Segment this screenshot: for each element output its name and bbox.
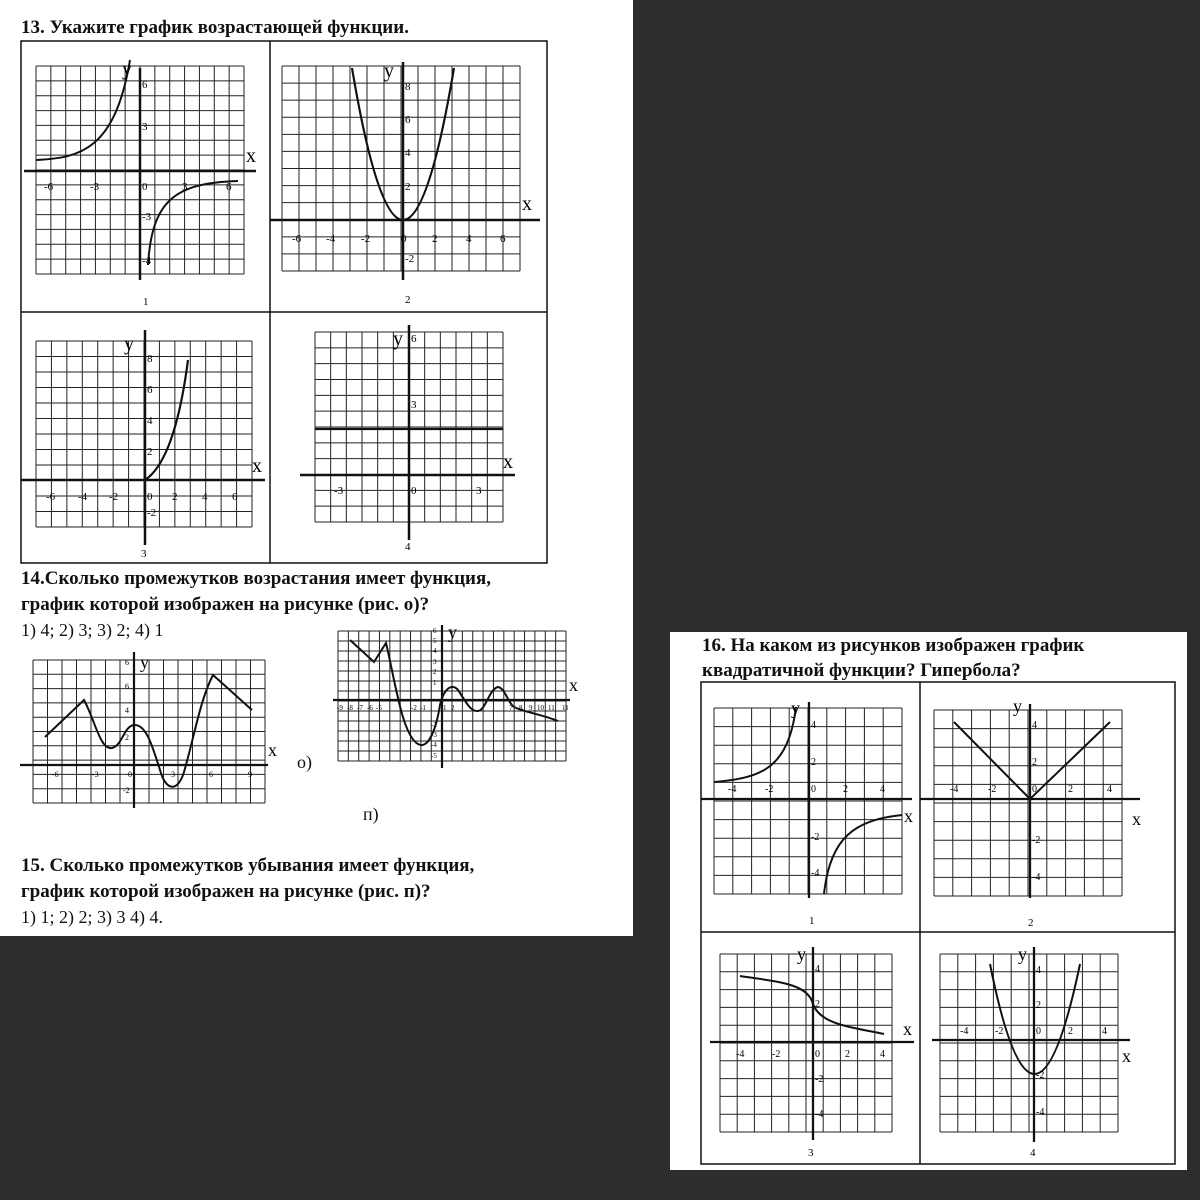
q16-title-line1: 16. На каком из рисунков изображен график bbox=[702, 635, 1085, 656]
tick: 4 bbox=[1107, 784, 1112, 795]
q13-g2-x-label: x bbox=[522, 193, 532, 215]
q16-g3-number: 3 bbox=[808, 1147, 814, 1159]
tick: 0 bbox=[147, 491, 153, 503]
fig-o-label: о) bbox=[297, 752, 312, 772]
tick: 3 bbox=[142, 121, 148, 133]
q16-g4-y-label: y bbox=[1018, 944, 1027, 964]
tick: 8 bbox=[405, 81, 411, 93]
tick: 4 bbox=[811, 720, 816, 731]
tick: -2 bbox=[109, 491, 119, 503]
fig-p-grid bbox=[338, 631, 566, 761]
tick: -3 bbox=[334, 485, 344, 497]
tick: 4 bbox=[147, 415, 153, 427]
fig-o bbox=[20, 652, 277, 808]
tick: -4 bbox=[142, 255, 152, 267]
q13-figures bbox=[0, 0, 633, 936]
q14-title-line2: график которой изображен на рисунке (рис. о)? bbox=[21, 594, 430, 615]
tick: -4 bbox=[950, 784, 959, 795]
q13-g3-x-label: x bbox=[252, 455, 262, 477]
q16-g4-grid bbox=[940, 954, 1118, 1132]
q16-g1-x-label: x bbox=[904, 806, 913, 826]
q16-g1-curve-right bbox=[824, 815, 902, 894]
tick: -3 bbox=[90, 181, 100, 193]
tick: -4 bbox=[1036, 1107, 1045, 1118]
tick: -2 bbox=[411, 704, 417, 712]
tick: -4 bbox=[960, 1026, 969, 1037]
q13-g1-curve-right bbox=[148, 181, 238, 265]
tick: 6 bbox=[411, 333, 417, 345]
q13-g2-ticks bbox=[292, 81, 506, 265]
tick: -2 bbox=[147, 507, 157, 519]
tick: 0 bbox=[401, 233, 407, 245]
q16-title-line2: квадратичной функции? Гипербола? bbox=[702, 660, 1021, 681]
q16-graph-1 bbox=[701, 698, 913, 927]
q13-g1-x-label: x bbox=[246, 145, 256, 167]
tick: -4 bbox=[728, 784, 737, 795]
tick: 4 bbox=[405, 147, 411, 159]
tick: -4 bbox=[815, 1109, 824, 1120]
q15-title-line1: 15. Сколько промежутков убывания имеет функция, bbox=[21, 855, 475, 876]
fig-o-y-label: y bbox=[140, 652, 149, 672]
q13-graph-4 bbox=[300, 325, 515, 553]
tick: -6 bbox=[44, 181, 54, 193]
q13-g1-number: 1 bbox=[143, 296, 149, 308]
q16-g3-x-label: x bbox=[903, 1019, 912, 1039]
tick: -4 bbox=[811, 868, 820, 879]
tick: -2 bbox=[431, 721, 437, 729]
q13-g3-ticks bbox=[46, 353, 238, 519]
tick: -2 bbox=[815, 1074, 824, 1085]
q16-g3-y-label: y bbox=[797, 944, 806, 964]
tick: 2 bbox=[451, 704, 455, 712]
tick: 2 bbox=[125, 733, 129, 742]
tick: -4 bbox=[1032, 872, 1041, 883]
fig-p-x-label: x bbox=[569, 675, 578, 695]
tick: 2 bbox=[147, 446, 153, 458]
tick: 1 bbox=[443, 704, 447, 712]
tick: 2 bbox=[843, 784, 848, 795]
tick: 4 bbox=[880, 1049, 885, 1060]
tick: 0 bbox=[1032, 784, 1037, 795]
tick: 6 bbox=[125, 682, 129, 691]
tick: 2 bbox=[845, 1049, 850, 1060]
q13-g1-y-label: y bbox=[122, 58, 132, 80]
tick: 6 bbox=[125, 658, 129, 667]
tick: 3 bbox=[433, 658, 437, 666]
tick: 9 bbox=[529, 704, 533, 712]
tick: -2 bbox=[765, 784, 774, 795]
tick: 9 bbox=[248, 770, 252, 779]
tick: -4 bbox=[326, 233, 336, 245]
tick: 11 bbox=[548, 704, 555, 712]
q16-g1-number: 1 bbox=[809, 915, 815, 927]
q13-graph-1 bbox=[24, 58, 256, 308]
tick: 0 bbox=[1036, 1026, 1041, 1037]
tick: 8 bbox=[519, 704, 523, 712]
tick: -2 bbox=[1032, 835, 1041, 846]
tick: 2 bbox=[815, 999, 820, 1010]
tick: 4 bbox=[815, 964, 820, 975]
tick: 6 bbox=[147, 384, 153, 396]
tick: 0 bbox=[411, 485, 417, 497]
q16-g4-x-label: x bbox=[1122, 1046, 1131, 1066]
tick: 6 bbox=[142, 79, 148, 91]
tick: -5 bbox=[376, 704, 382, 712]
fig-p-label: п) bbox=[363, 804, 379, 824]
tick: 2 bbox=[432, 233, 438, 245]
q16-g2-number: 2 bbox=[1028, 917, 1034, 929]
tick: -2 bbox=[405, 253, 415, 265]
fig-o-x-label: x bbox=[268, 740, 277, 760]
tick: 4 bbox=[1032, 720, 1037, 731]
q13-g4-x-label: x bbox=[503, 451, 513, 473]
tick: 1 bbox=[433, 679, 437, 687]
q16-g1-y-label: y bbox=[791, 698, 800, 718]
q16-g4-number: 4 bbox=[1030, 1147, 1036, 1159]
tick: 0 bbox=[811, 784, 816, 795]
tick: 6 bbox=[433, 627, 437, 635]
tick: -3 bbox=[92, 770, 99, 779]
tick: -8 bbox=[347, 704, 353, 712]
tick: 6 bbox=[209, 770, 213, 779]
tick: 5 bbox=[433, 637, 437, 645]
tick: 2 bbox=[405, 181, 411, 193]
tick: -6 bbox=[52, 770, 59, 779]
worksheet-page-left bbox=[0, 0, 633, 936]
q13-g3-y-label: y bbox=[124, 333, 134, 355]
q13-g4-y-label: y bbox=[393, 328, 403, 350]
tick: 3 bbox=[182, 181, 188, 193]
fig-p bbox=[333, 622, 578, 768]
tick: -2 bbox=[361, 233, 371, 245]
tick: 3 bbox=[171, 770, 175, 779]
tick: 2 bbox=[433, 668, 437, 676]
q13-g1-ticks bbox=[44, 79, 232, 267]
tick: -4 bbox=[431, 741, 437, 749]
tick: -2 bbox=[995, 1026, 1004, 1037]
tick: -6 bbox=[292, 233, 302, 245]
tick: 4 bbox=[1036, 965, 1041, 976]
q13-title: 13. Укажите график возрастающей функции. bbox=[21, 17, 409, 38]
tick: -3 bbox=[431, 731, 437, 739]
tick: 4 bbox=[202, 491, 208, 503]
tick: -1 bbox=[420, 704, 426, 712]
q13-g2-y-label: y bbox=[384, 60, 394, 82]
tick: 6 bbox=[500, 233, 506, 245]
tick: 4 bbox=[1102, 1026, 1107, 1037]
q13-g1-curve-left bbox=[36, 60, 130, 160]
tick: 7 bbox=[509, 704, 513, 712]
q15-answers: 1) 1; 2) 2; 3) 3 4) 4. bbox=[21, 907, 163, 927]
tick: -3 bbox=[142, 211, 152, 223]
q16-g1-curve-left bbox=[714, 707, 796, 782]
q13-g2-number: 2 bbox=[405, 294, 411, 306]
tick: 6 bbox=[232, 491, 238, 503]
tick: -4 bbox=[78, 491, 88, 503]
q13-g3-number: 3 bbox=[141, 548, 147, 560]
tick: 2 bbox=[1032, 757, 1037, 768]
q16-figures bbox=[670, 632, 1187, 1170]
tick: -9 bbox=[337, 704, 343, 712]
tick: 2 bbox=[811, 757, 816, 768]
tick: 6 bbox=[226, 181, 232, 193]
tick: 2 bbox=[1068, 1026, 1073, 1037]
q16-g2-x-label: x bbox=[1132, 809, 1141, 829]
q16-graph-3 bbox=[710, 944, 914, 1159]
q16-g2-y-label: y bbox=[1013, 696, 1022, 716]
worksheet-page-right bbox=[670, 632, 1187, 1170]
fig-p-ticks bbox=[337, 627, 569, 760]
tick: 10 bbox=[537, 704, 544, 712]
q14-answers: 1) 4; 2) 3; 3) 2; 4) 1 bbox=[21, 620, 164, 640]
tick: -6 bbox=[367, 704, 373, 712]
q13-graph-3 bbox=[21, 330, 265, 560]
tick: -2 bbox=[988, 784, 997, 795]
q16-graph-2 bbox=[920, 696, 1141, 929]
q13-frame bbox=[21, 41, 547, 563]
tick: 2 bbox=[172, 491, 178, 503]
tick: 4 bbox=[880, 784, 885, 795]
tick: -2 bbox=[123, 786, 130, 795]
fig-p-y-label: y bbox=[448, 622, 457, 642]
q15-title-line2: график которой изображен на рисунке (рис. п)? bbox=[21, 881, 431, 902]
tick: -2 bbox=[772, 1049, 781, 1060]
q13-graph-2 bbox=[270, 60, 540, 306]
tick: -5 bbox=[431, 752, 437, 760]
tick: 3 bbox=[476, 485, 482, 497]
tick: 11 bbox=[562, 704, 569, 712]
tick: -7 bbox=[357, 704, 363, 712]
tick: -6 bbox=[46, 491, 56, 503]
tick: 6 bbox=[405, 114, 411, 126]
tick: 3 bbox=[411, 399, 417, 411]
q14-title-line1: 14.Сколько промежутков возрастания имеет функция, bbox=[21, 568, 492, 589]
tick: 2 bbox=[1068, 784, 1073, 795]
tick: 0 bbox=[128, 770, 132, 779]
tick: -2 bbox=[811, 832, 820, 843]
tick: -2 bbox=[1036, 1070, 1045, 1081]
tick: -4 bbox=[736, 1049, 745, 1060]
tick: 2 bbox=[1036, 1000, 1041, 1011]
tick: 8 bbox=[147, 353, 153, 365]
tick: 4 bbox=[466, 233, 472, 245]
fig-o-grid bbox=[33, 660, 265, 803]
fig-p-curve bbox=[350, 640, 558, 745]
tick: 0 bbox=[142, 181, 148, 193]
tick: 4 bbox=[433, 647, 437, 655]
q13-g4-number: 4 bbox=[405, 541, 411, 553]
tick: 4 bbox=[125, 706, 129, 715]
q16-graph-4 bbox=[932, 944, 1131, 1159]
tick: 0 bbox=[815, 1049, 820, 1060]
